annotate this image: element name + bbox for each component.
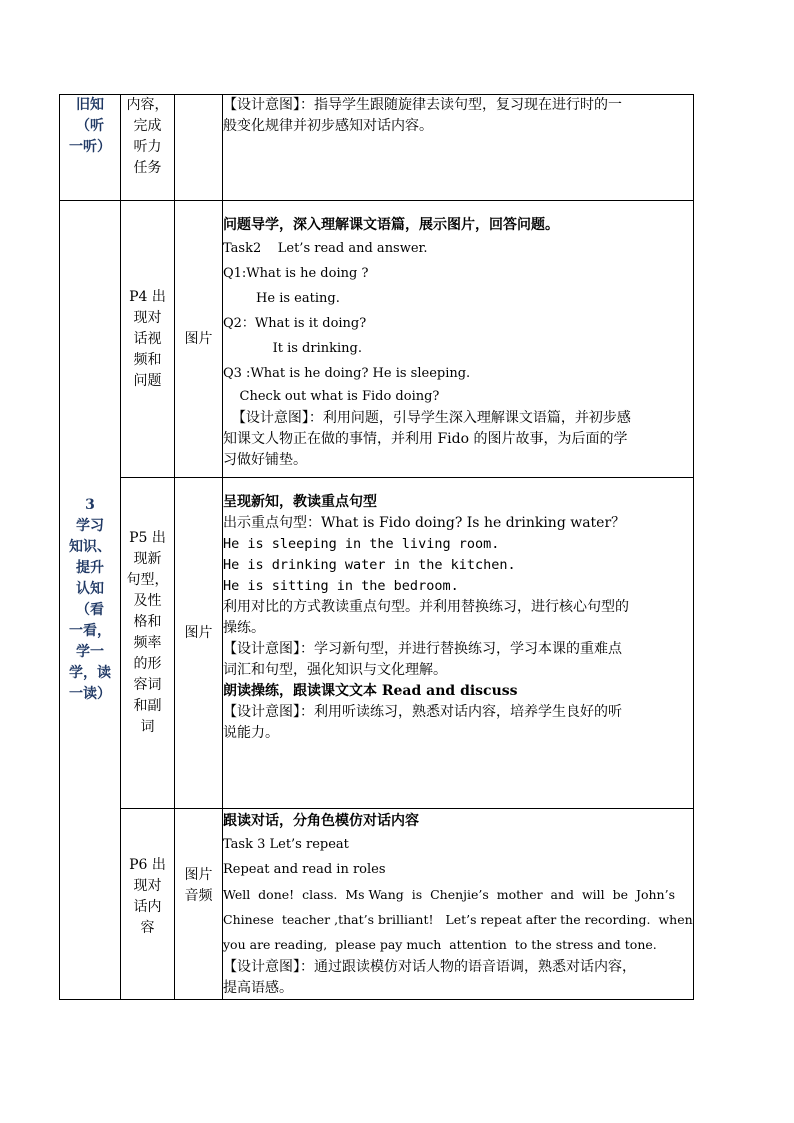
content-cell: 跟读对话，分角色模仿对话内容 Task 3 Let’s repeat Repeat and read in roles Well done! class. Ms Wang is Chenjie’s mother and will be John’s Chinese teacher ,that’s brilliant! Let’s repeat after the recording. when you are reading, please pay much attention to the stress and tone. 【设计意图】：通过跟读模仿对话人物的语音语调，熟悉对话内容， 提高语感。	[223, 809, 694, 1000]
resource-cell: P5 出 现新 句型， 及性 格和 频率 的形 容词 和副 词	[121, 478, 175, 809]
media-cell	[175, 95, 223, 201]
lesson-plan-table	[59, 94, 694, 1000]
table-row	[60, 809, 694, 1000]
content-cell: 问题导学，深入理解课文语篇，展示图片，回答问题。 Task2 Let’s read and answer. Q1:What is he doing ? He is eating. Q2：What is it doing? It is drinking. Q3 :What is he doing? He is sleeping. Check out what is Fido doing? 【设计意图】：利用问题，引导学生深入理解课文语篇，并初步感 知课文人物正在做的事情，并利用 Fido 的图片故事，为后面的学 习做好铺垫。	[223, 201, 694, 478]
section-heading: 问题导学，深入理解课文语篇，展示图片，回答问题。	[223, 217, 559, 233]
section-heading: 跟读对话，分角色模仿对话内容	[223, 813, 419, 829]
table-row	[60, 95, 694, 201]
resource-cell: P6 出 现对 话内 容	[121, 809, 175, 1000]
media-cell: 图片 音频	[175, 809, 223, 1000]
media-cell: 图片	[175, 201, 223, 478]
resource-cell: 内容， 完成 听力 任务	[121, 95, 175, 201]
content-cell: 呈现新知，教读重点句型 出示重点句型：What is Fido doing? Is he drinking water？ He is sleeping in the living room. He is drinking water in the kitchen. He is sitting in the bedroom. 利用对比的方式教读重点句型。并利用替换练习，进行核心句型的 操练。 【设计意图】：学习新句型，并进行替换练习，学习本课的重难点 词汇和句型，强化知识与文化理解。 朗读操练，跟读课文文本 Read and discuss 【设计意图】：利用听读练习，熟悉对话内容，培养学生良好的听 说能力。	[223, 478, 694, 809]
section-heading: 呈现新知，教读重点句型	[223, 494, 377, 510]
resource-cell: P4 出 现对 话视 频和 问题	[121, 201, 175, 478]
table-row	[60, 478, 694, 809]
table-row	[60, 201, 694, 478]
content-cell: 【设计意图】：指导学生跟随旋律去读句型，复习现在进行时的一 般变化规律并初步感知对话内容。	[223, 95, 694, 201]
section-heading: 朗读操练，跟读课文文本 Read and discuss	[223, 683, 518, 699]
media-cell: 图片	[175, 478, 223, 809]
stage-cell: 旧知 （听 一听）	[60, 95, 121, 201]
stage-cell: 3 学习 知识、 提升 认知 （看 一看， 学一 学，读 一读）	[60, 201, 121, 1000]
